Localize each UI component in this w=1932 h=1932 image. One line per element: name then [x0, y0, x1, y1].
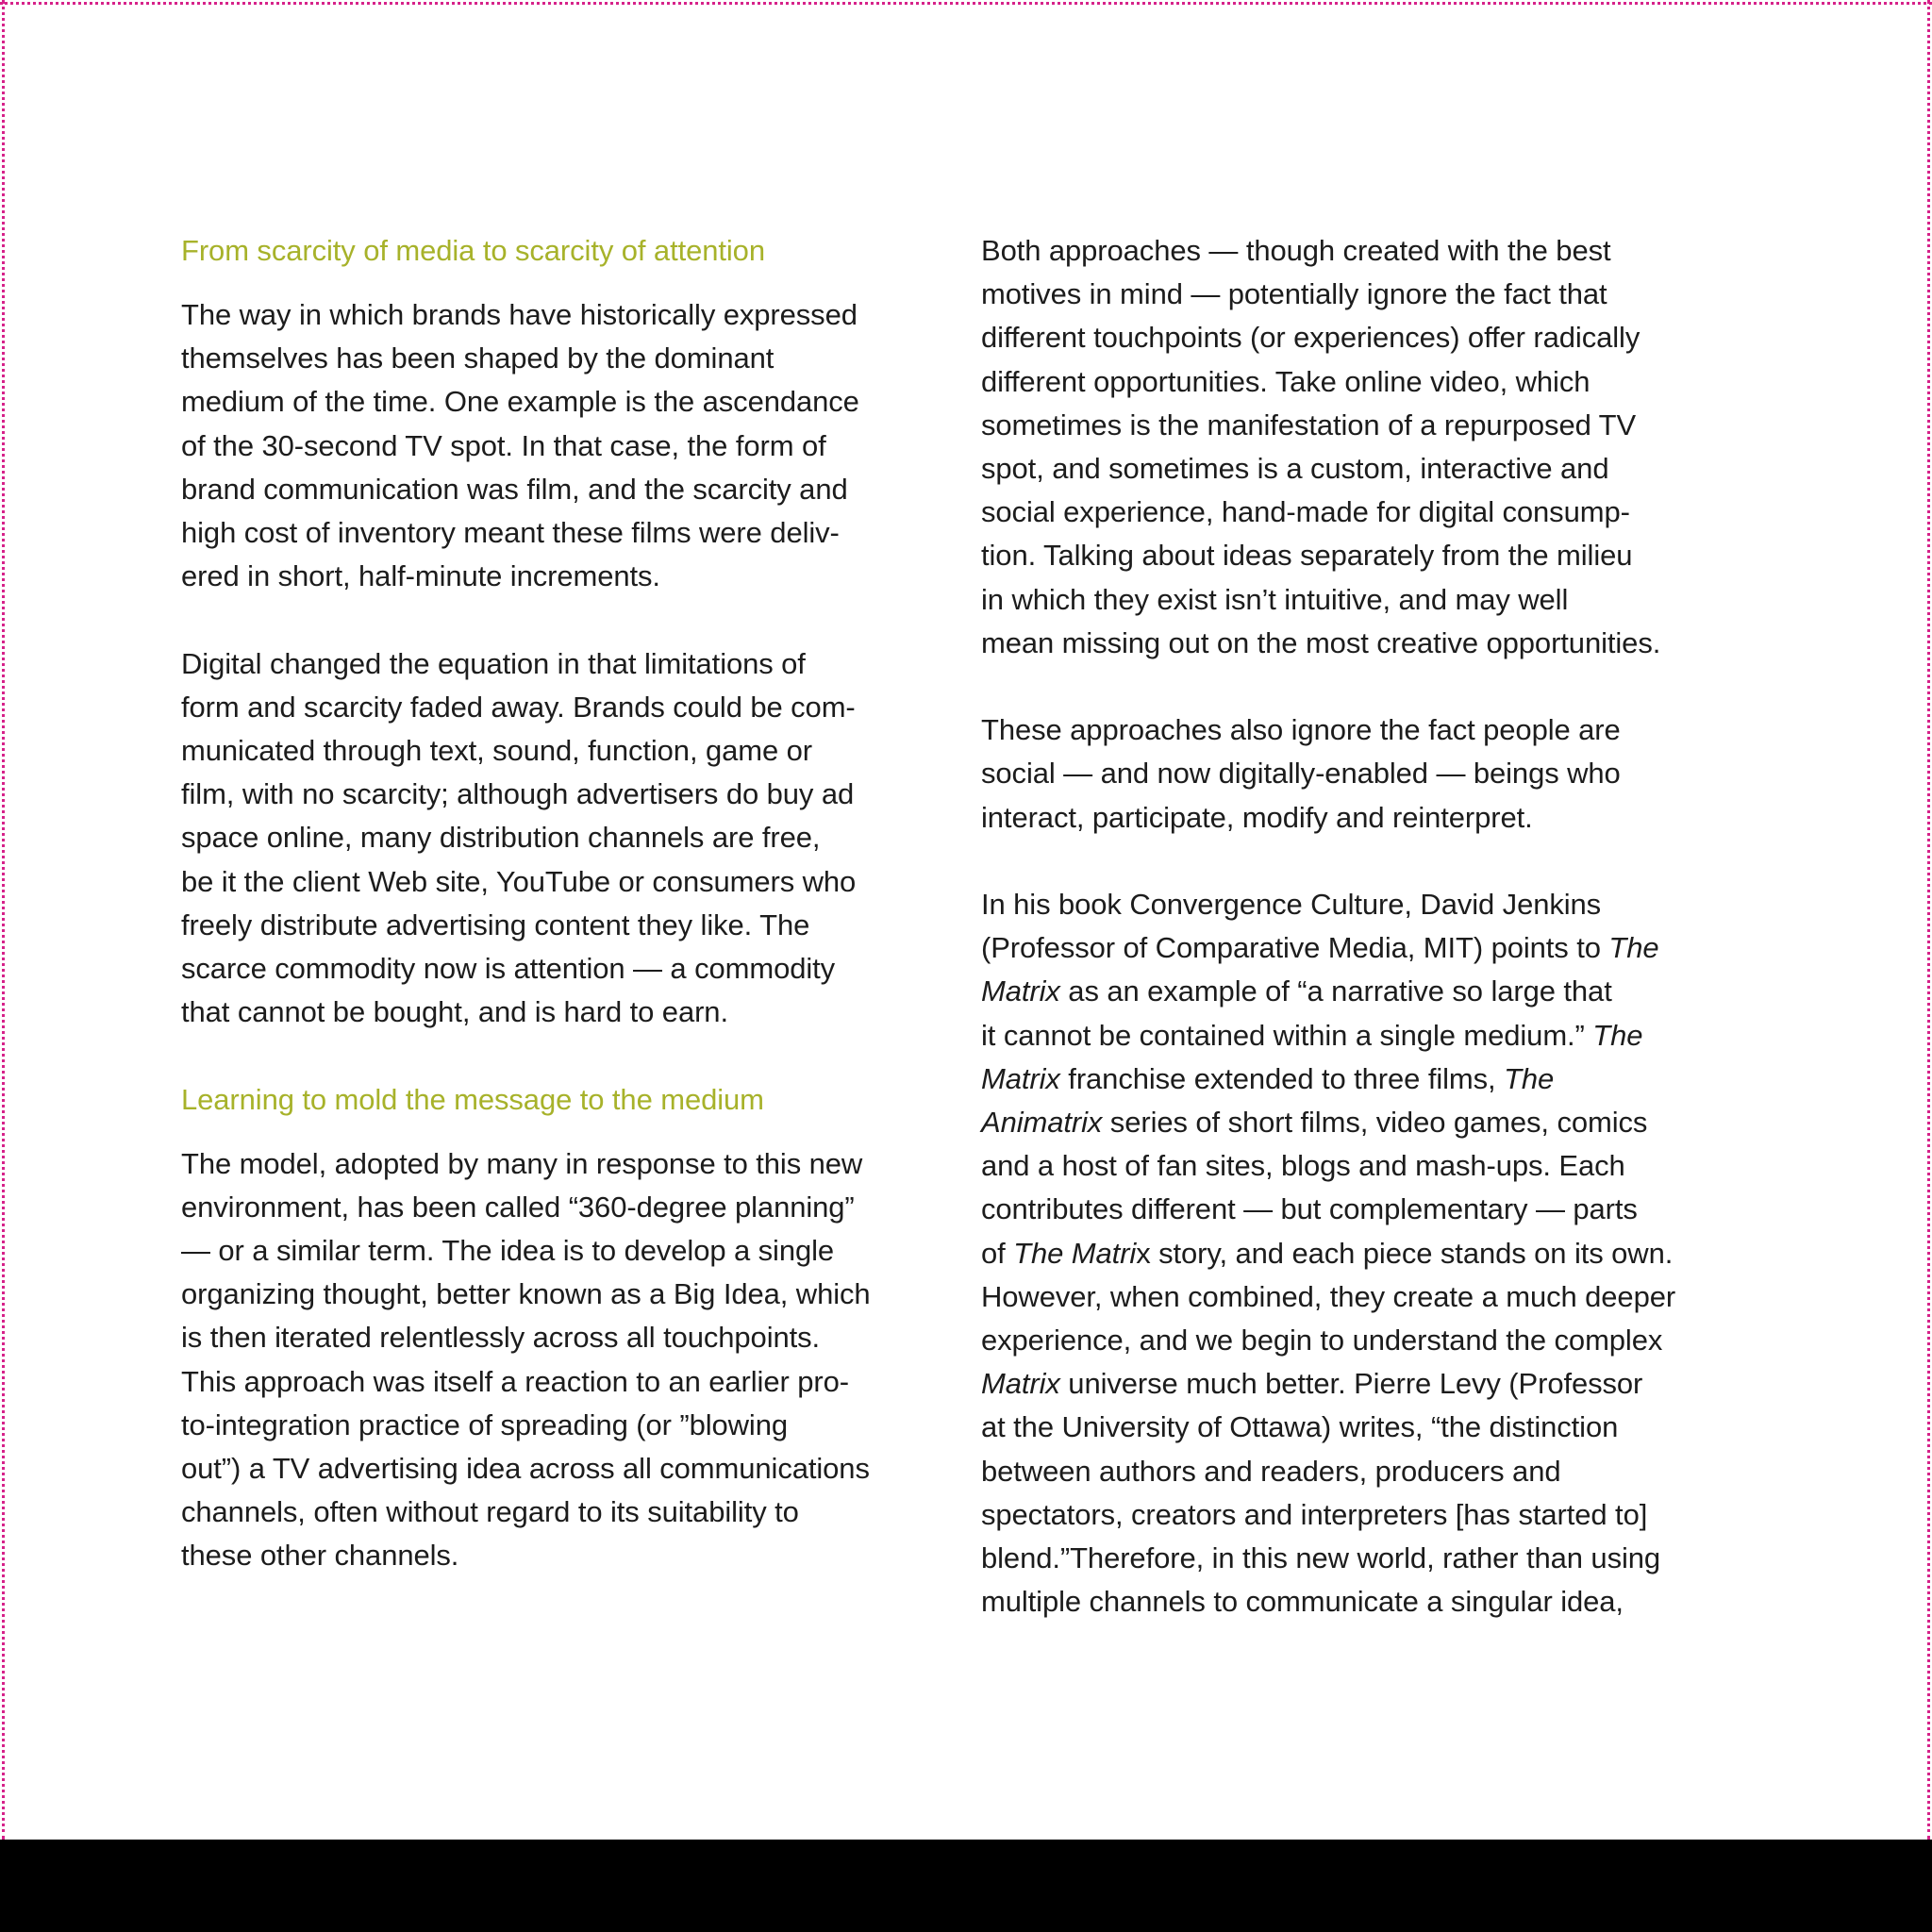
paragraph-spacer [181, 598, 936, 641]
text-line: between authors and readers, producers and [981, 1454, 1561, 1488]
italic-title: The [1608, 931, 1659, 965]
text-line: film, with no scarcity; although advertisers do buy ad [181, 777, 855, 811]
text-line: brand communication was film, and the scarcity and [181, 472, 848, 506]
text-line: social experience, hand-made for digital consump- [981, 495, 1630, 529]
text-line: These approaches also ignore the fact people are [981, 713, 1621, 747]
text-line: freely distribute advertising content they like. The [181, 908, 810, 941]
text-line [981, 1101, 1736, 1144]
text-run: universe much better. Pierre Levy (Professor [1059, 1367, 1643, 1401]
text-line: However, when combined, they create a much deeper [981, 1279, 1676, 1313]
text-line: contributes different — but complementary — parts [981, 1192, 1638, 1226]
text-line: in which they exist isn’t intuitive, and may well [981, 582, 1569, 616]
text-line [981, 1058, 1736, 1101]
text-line [981, 926, 1736, 970]
text-line: In his book Convergence Culture, David Jenkins [981, 888, 1602, 922]
text-line: motives in mind — potentially ignore the fact that [981, 277, 1607, 311]
text-line: blend.”Therefore, in this new world, rather than using [981, 1541, 1661, 1575]
text-line: at the University of Ottawa) writes, “the distinction [981, 1410, 1619, 1444]
text-line: and a host of fan sites, blogs and mash-ups. Each [981, 1149, 1625, 1183]
text-line: sometimes is the manifestation of a repurposed TV [981, 408, 1637, 441]
text-line: form and scarcity faded away. Brands could be com- [181, 690, 856, 724]
paragraph-spacer [981, 840, 1736, 883]
paragraph-spacer [181, 1034, 936, 1077]
text-line: environment, has been called “360-degree planning” [181, 1190, 855, 1224]
text-line [981, 1232, 1736, 1275]
text-line: social — and now digitally-enabled — beings who [981, 757, 1621, 791]
section-heading-scarcity: From scarcity of media to scarcity of attention [181, 234, 765, 267]
text-line: The way in which brands have historically expressed [181, 298, 858, 331]
paragraph-360-planning [181, 1142, 936, 1578]
text-line: multiple channels to communicate a singular idea, [981, 1585, 1624, 1619]
italic-title: Animatrix [981, 1106, 1103, 1140]
text-line: spectators, creators and interpreters [has started to] [981, 1497, 1648, 1531]
text-line [981, 1014, 1736, 1058]
text-run: as an example of “a narrative so large that [1059, 974, 1612, 1008]
text-line: different touchpoints (or experiences) offer radically [981, 321, 1641, 355]
text-run: series of short films, video games, comics [1102, 1106, 1648, 1140]
footer-bar [0, 1840, 1932, 1932]
text-line: of the 30-second TV spot. In that case, the form of [181, 428, 826, 462]
text-line: ered in short, half-minute increments. [181, 559, 660, 593]
paragraph-convergence-culture [981, 883, 1736, 1624]
text-run: (Professor of Comparative Media, MIT) points to [981, 931, 1609, 965]
italic-title: The [1504, 1061, 1555, 1095]
section-heading-mold-message: Learning to mold the message to the medium [181, 1082, 764, 1116]
text-line: organizing thought, better known as a Big Idea, which [181, 1277, 871, 1311]
text-line: scarce commodity now is attention — a commodity [181, 952, 836, 986]
text-line: to-integration practice of spreading (or ”blowing [181, 1407, 788, 1441]
italic-title: The [1592, 1018, 1643, 1052]
text-run: it cannot be contained within a single medium.” [981, 1018, 1593, 1052]
text-line: municated through text, sound, function, game or [181, 734, 812, 768]
text-line: medium of the time. One example is the ascendance [181, 385, 859, 419]
text-line: be it the client Web site, YouTube or consumers who [181, 864, 857, 898]
italic-title: Matrix [981, 974, 1060, 1008]
text-line: mean missing out on the most creative opportunities. [981, 625, 1661, 659]
text-line: these other channels. [181, 1539, 459, 1573]
text-line: that cannot be bought, and is hard to earn. [181, 995, 728, 1029]
page-border-left [2, 0, 5, 1840]
text-run: x story, and each piece stands on its own. [1136, 1236, 1674, 1270]
text-line: high cost of inventory meant these films were deliv- [181, 516, 840, 550]
text-line: This approach was itself a reaction to an earlier pro- [181, 1364, 849, 1398]
page-border-right [1927, 0, 1930, 1840]
text-run: franchise extended to three films, [1059, 1061, 1505, 1095]
paragraph-spacer [981, 665, 1736, 708]
paragraph-brand-expression [181, 293, 936, 598]
text-line: Digital changed the equation in that limitations of [181, 646, 806, 680]
text-line: — or a similar term. The idea is to develop a single [181, 1234, 835, 1268]
text-line: The model, adopted by many in response to this new [181, 1146, 863, 1180]
right-column [981, 229, 1736, 1624]
text-line: experience, and we begin to understand the complex [981, 1324, 1663, 1357]
page-border-top [0, 2, 1932, 5]
text-line: out”) a TV advertising idea across all communications [181, 1452, 870, 1486]
text-line: channels, often without regard to its suitability to [181, 1495, 799, 1529]
text-line: interact, participate, modify and reinterpret. [981, 800, 1533, 834]
text-line [981, 1362, 1736, 1406]
text-line: is then iterated relentlessly across all touchpoints. [181, 1321, 821, 1355]
paragraph-digital-equation [181, 642, 936, 1035]
left-column [181, 229, 936, 1578]
text-line: themselves has been shaped by the dominant [181, 341, 774, 375]
paragraph-social-beings [981, 708, 1736, 840]
italic-title: The Matri [1013, 1236, 1137, 1270]
italic-title: Matrix [981, 1367, 1060, 1401]
paragraph-both-approaches [981, 229, 1736, 665]
text-line: space online, many distribution channels are free, [181, 821, 821, 855]
text-run: of [981, 1236, 1014, 1270]
text-line [981, 970, 1736, 1013]
text-line: different opportunities. Take online video, which [981, 364, 1591, 398]
text-line: spot, and sometimes is a custom, interactive and [981, 452, 1609, 486]
text-line: Both approaches — though created with the best [981, 234, 1611, 267]
italic-title: Matrix [981, 1061, 1060, 1095]
text-line: tion. Talking about ideas separately from the milieu [981, 539, 1633, 573]
